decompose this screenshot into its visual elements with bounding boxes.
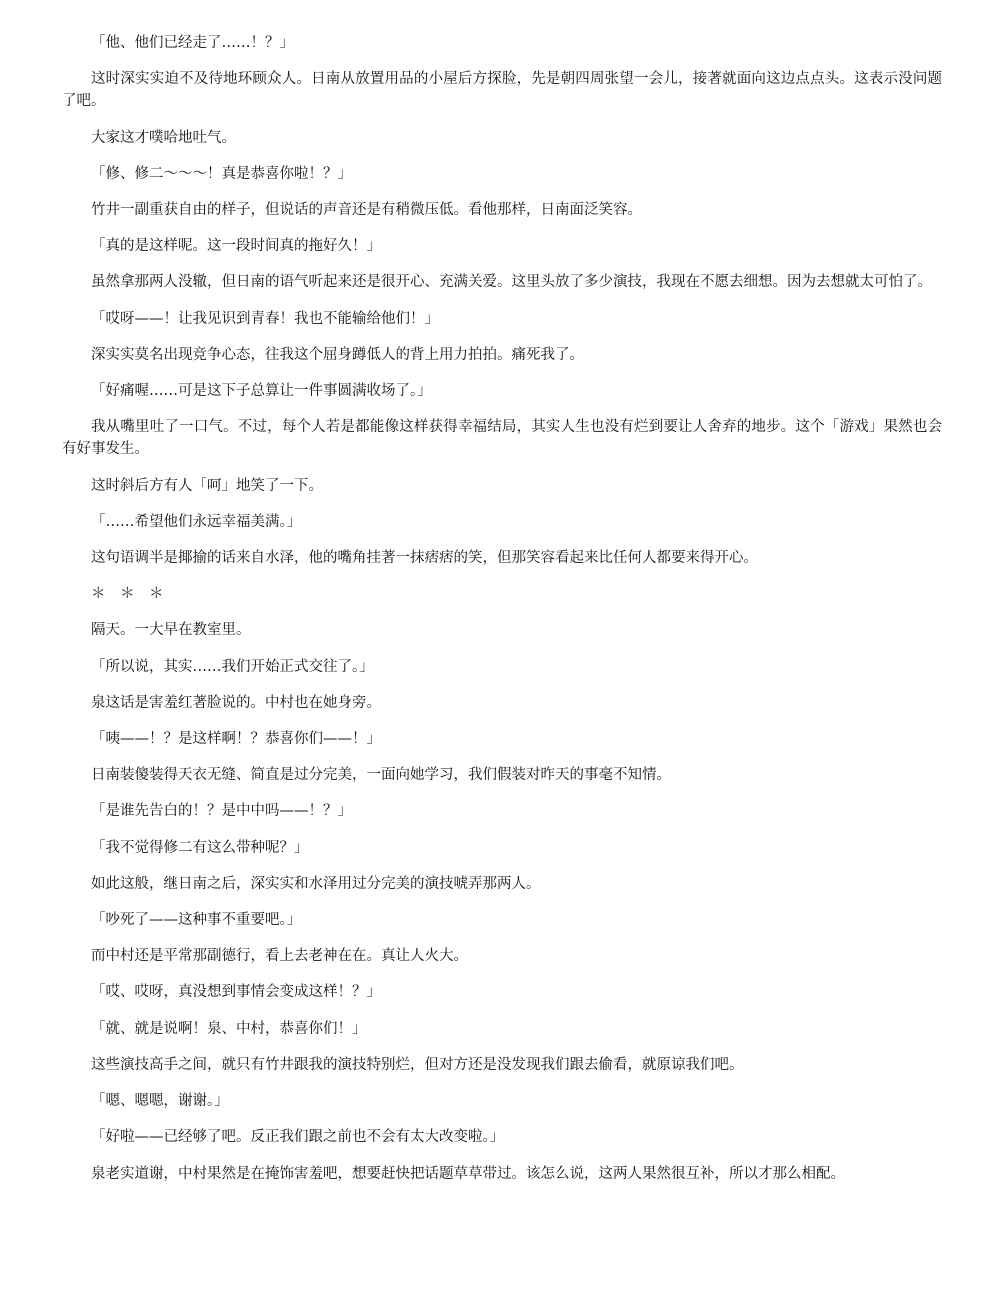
dialogue-line: 「嗯、嗯嗯，谢谢。」 <box>91 1093 229 1110</box>
narration-paragraph: 这时斜后方有人「呵」地笑了一下。 <box>91 477 323 494</box>
dialogue-line: 「吵死了——这种事不重要吧。」 <box>91 912 302 929</box>
dialogue-line: 「是谁先告白的！？是中中吗——！？」 <box>91 803 352 820</box>
narration-paragraph: 泉这话是害羞红著脸说的。中村也在她身旁。 <box>91 694 381 711</box>
dialogue-line: 「哎、哎呀，真没想到事情会变成这样！？」 <box>91 984 381 1001</box>
narration-paragraph: 深实实莫名出现竞争心态，往我这个屈身蹲低人的背上用力拍拍。痛死我了。 <box>91 346 584 363</box>
narration-paragraph: 如此这般，继日南之后，深实实和水泽用过分完美的演技唬弄那两人。 <box>91 875 541 892</box>
narration-paragraph: 虽然拿那两人没辙，但日南的语气听起来还是很开心、充满关爱。这里头放了多少演技，我现在不愿去细想。因为去想就太可怕了。 <box>91 274 932 291</box>
narration-paragraph: 这句语调半是揶揄的话来自水泽，他的嘴角挂著一抹痞痞的笑，但那笑容看起来比任何人都要来得开心。 <box>91 550 758 567</box>
dialogue-line: 「哎呀——！让我见识到青春！我也不能输给他们！」 <box>91 310 439 327</box>
narration-paragraph: 竹井一副重获自由的样子，但说话的声音还是有稍微压低。看他那样，日南面泛笑容。 <box>91 202 642 219</box>
scene-break: ＊ ＊ ＊ <box>91 586 164 603</box>
dialogue-line: 「他、他们已经走了……！？」 <box>91 35 294 51</box>
dialogue-line: 「修、修二～～～！真是恭喜你啦！？」 <box>91 165 352 182</box>
dialogue-line: 「……希望他们永远幸福美满。」 <box>91 513 302 530</box>
dialogue-line: 「我不觉得修二有这么带种呢？」 <box>91 839 309 856</box>
narration-paragraph: 这时深实实迫不及待地环顾众人。日南从放置用品的小屋后方探脸，先是朝四周张望一会儿，接著就面向这边点点头。这表示没问题了吧。 <box>62 71 942 110</box>
document-page <box>62 32 942 1199</box>
dialogue-line: 「所以说，其实……我们开始正式交往了。」 <box>91 658 374 675</box>
dialogue-line: 「好啦——已经够了吧。反正我们跟之前也不会有太大改变啦。」 <box>91 1129 505 1146</box>
dialogue-line: 「就、就是说啊！泉、中村，恭喜你们！」 <box>91 1020 367 1037</box>
narration-paragraph: 这些演技高手之间，就只有竹井跟我的演技特别烂，但对方还是没发现我们跟去偷看，就原谅我们吧。 <box>91 1056 744 1073</box>
narration-paragraph: 泉老实道谢，中村果然是在掩饰害羞吧，想要赶快把话题草草带过。该怎么说，这两人果然很互补，所以才那么相配。 <box>91 1165 845 1182</box>
narration-paragraph: 隔天。一大早在教室里。 <box>91 622 251 639</box>
dialogue-line: 「真的是这样呢。这一段时间真的拖好久！」 <box>91 238 381 255</box>
narration-paragraph: 大家这才噗哈地吐气。 <box>91 129 236 146</box>
dialogue-line: 「好痛喔……可是这下子总算让一件事圆满收场了。」 <box>91 383 432 400</box>
narration-paragraph: 而中村还是平常那副德行，看上去老神在在。真让人火大。 <box>91 948 468 965</box>
narration-paragraph: 日南装傻装得天衣无缝、简直是过分完美，一面向她学习，我们假装对昨天的事毫不知情。 <box>91 767 671 784</box>
narration-paragraph: 我从嘴里吐了一口气。不过，每个人若是都能像这样获得幸福结局，其实人生也没有烂到要让人舍弃的地步。这个「游戏」果然也会有好事发生。 <box>62 419 942 458</box>
dialogue-line: 「咦——！？是这样啊！？恭喜你们——！」 <box>91 731 381 748</box>
